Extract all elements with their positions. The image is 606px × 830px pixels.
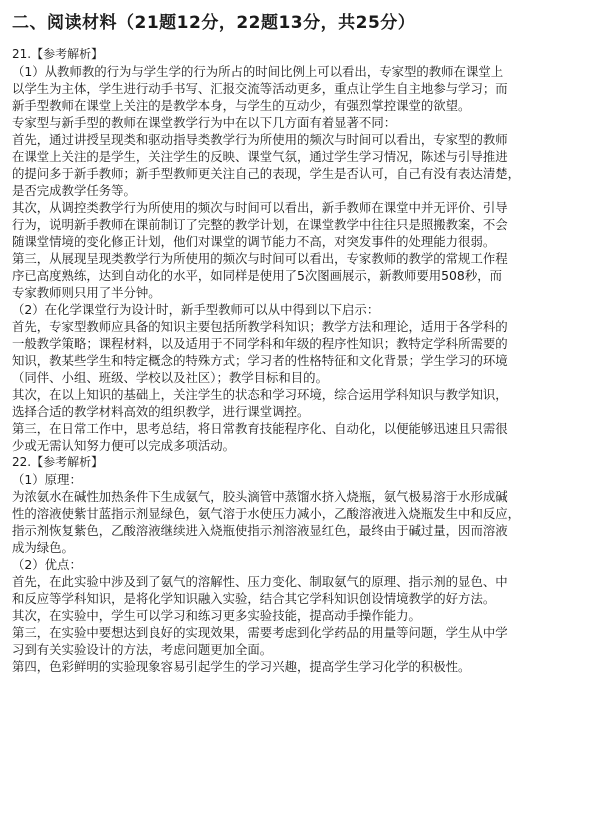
text-line: （2）优点： xyxy=(12,557,82,572)
text-line: 是否完成教学任务等。 xyxy=(12,183,136,198)
text-line: （2）在化学课堂行为设计时，新手型教师可以从中得到以下启示： xyxy=(12,302,380,317)
text-line: 为浓氨水在碱性加热条件下生成氨气，胶头滴管中蒸馏水挤入烧瓶，氨气极易溶于水形成碱 xyxy=(12,489,508,504)
section-title: 二、阅读材料（21题12分，22题13分，共25分） xyxy=(12,13,416,33)
text-line: 首先，在此实验中涉及到了氨气的溶解性、压力变化、制取氨气的原理、指示剂的显色、中 xyxy=(12,574,508,589)
text-line: 新手型教师在课堂上关注的是教学本身，与学生的互动少，有强烈掌控课堂的欲望。 xyxy=(12,98,471,113)
text-line: 指示剂恢复紫色，乙酸溶液继续进入烧瓶使指示剂溶液显红色，最终由于碱过量，因而溶液 xyxy=(12,523,508,538)
text-line: 行为，说明新手教师在课前制订了完整的教学计划，在课堂教学中往往只是照搬教案，不会 xyxy=(12,217,508,232)
q21-header: 21.【参考解析】 xyxy=(12,47,104,61)
answer-body xyxy=(12,46,596,675)
text-line: 其次，在以上知识的基础上，关注学生的状态和学习环境，综合运用学科知识与教学知识， xyxy=(12,387,508,402)
text-line: 第三，在实验中要想达到良好的实现效果，需要考虑到化学药品的用量等问题，学生从中学 xyxy=(12,625,508,640)
text-line: （1）原理： xyxy=(12,472,82,487)
text-line: （同伴、小组、班级、学校以及社区）；教学目标和目的。 xyxy=(12,370,328,385)
text-line: （1）从教师教的行为与学生学的行为所占的时间比例上可以看出，专家型的教师在课堂上 xyxy=(12,64,504,79)
text-line: 一般教学策略；课程材料，以及适用于不同学科和年级的程序性知识；教特定学科所需要的 xyxy=(12,336,508,351)
text-line: 第三，从展现呈现类教学行为所使用的频次与时间可以看出，专家教师的教学的常规工作程 xyxy=(12,251,508,266)
q21-answer xyxy=(12,63,596,454)
text-line: 专家型与新手型的教师在课堂教学行为中在以下几方面有着显著不同： xyxy=(12,115,397,130)
text-line: 首先，专家型教师应具备的知识主要包括所教学科知识；教学方法和理论，适用于各学科的 xyxy=(12,319,508,334)
text-line: 知识，教某些学生和特定概念的特殊方式；学习者的性格特征和文化背景；学生学习的环境 xyxy=(12,353,508,368)
text-line: 习到有关实验设计的方法，考虑问题更加全面。 xyxy=(12,642,273,657)
text-line: 其次，从调控类教学行为所使用的频次与时间可以看出，新手教师在课堂中并无评价、引导 xyxy=(12,200,508,215)
q22-answer xyxy=(12,471,596,675)
text-line: 的提问多于新手教师；新手型教师更关注自己的表现，学生是否认可，自己有没有表达清楚， xyxy=(12,166,521,181)
text-line: 其次，在实验中，学生可以学习和练习更多实验技能，提高动手操作能力。 xyxy=(12,608,421,623)
q22-header: 22.【参考解析】 xyxy=(12,455,104,469)
text-line: 首先，通过讲授呈现类和驱动指导类教学行为所使用的频次与时间可以看出，专家型的教师 xyxy=(12,132,508,147)
text-line: 性的溶液使紫甘蓝指示剂显绿色，氨气溶于水使压力减小，乙酸溶液进入烧瓶发生中和反应， xyxy=(12,506,521,521)
text-line: 专家教师则只用了半分钟。 xyxy=(12,285,161,300)
text-line: 和反应等学科知识，是将化学知识融入实验，结合其它学科知识创设情境教学的好方法。 xyxy=(12,591,496,606)
text-line: 序已高度熟练，达到自动化的水平，如同样是使用了5次图画展示，新教师要用508秒，而 xyxy=(12,268,502,283)
text-line: 在课堂上关注的是学生，关注学生的反映、课堂气氛，通过学生学习情况，陈述与引导推进 xyxy=(12,149,508,164)
text-line: 第三，在日常工作中，思考总结，将日常教育技能程序化、自动化，以便能够迅速且只需很 xyxy=(12,421,508,436)
text-line: 以学生为主体，学生进行动手书写、汇报交流等活动更多，重点让学生自主地参与学习；而 xyxy=(12,81,508,96)
text-line: 第四，色彩鲜明的实验现象容易引起学生的学习兴趣，提高学生学习化学的积极性。 xyxy=(12,659,471,674)
text-line: 成为绿色。 xyxy=(12,540,74,555)
text-line: 随课堂情境的变化修正计划，他们对课堂的调节能力不高，对突发事件的处理能力很弱。 xyxy=(12,234,496,249)
text-line: 少或无需认知努力便可以完成多项活动。 xyxy=(12,438,236,453)
text-line: 选择合适的教学材料高效的组织教学，进行课堂调控。 xyxy=(12,404,310,419)
